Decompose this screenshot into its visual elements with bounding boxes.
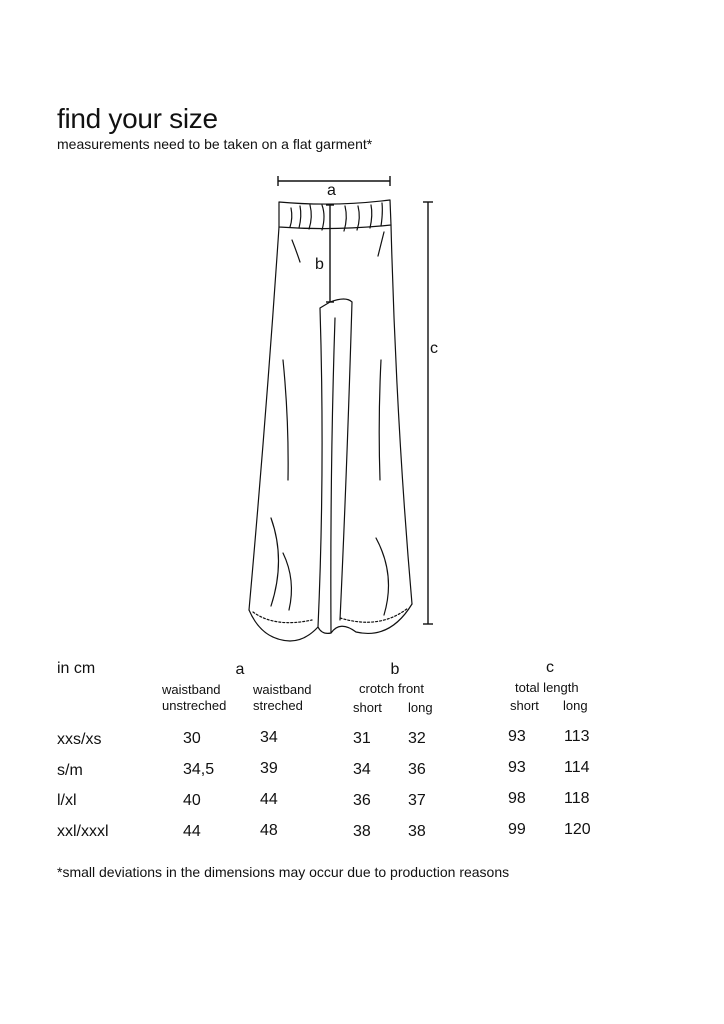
group-letter-c: c	[546, 659, 554, 676]
table-cell: 31	[353, 730, 371, 747]
page-subtitle: measurements need to be taken on a flat garment*	[57, 136, 373, 152]
diagram-label-c: c	[430, 340, 438, 357]
measure-line-c	[423, 202, 433, 624]
table-cell: 99	[508, 821, 526, 838]
group-title-c: total length	[515, 680, 579, 695]
table-cell: 30	[183, 730, 201, 747]
col-header-waist-unstretched-line1: waistband	[162, 682, 221, 697]
table-cell: 93	[508, 728, 526, 745]
size-label: s/m	[57, 762, 83, 779]
footnote: *small deviations in the dimensions may occur due to production reasons	[57, 864, 510, 880]
table-cell: 34	[260, 729, 278, 746]
table-cell: 113	[564, 728, 590, 745]
table-cell: 36	[408, 761, 426, 778]
table-cell: 93	[508, 759, 526, 776]
size-label: xxl/xxxl	[57, 823, 109, 840]
table-cell: 98	[508, 790, 526, 807]
table-cell: 118	[564, 790, 590, 807]
size-label: l/xl	[57, 792, 77, 809]
col-header-waist-stretched-line2: streched	[253, 698, 303, 713]
table-cell: 38	[353, 823, 371, 840]
table-cell: 39	[260, 760, 278, 777]
table-cell: 38	[408, 823, 426, 840]
table-cell: 120	[564, 821, 591, 838]
col-header-length-long: long	[563, 698, 588, 713]
table-cell: 114	[564, 759, 590, 776]
table-cell: 40	[183, 792, 201, 809]
size-label: xxs/xs	[57, 731, 102, 748]
col-header-length-short: short	[510, 698, 539, 713]
table-cell: 36	[353, 792, 371, 809]
measure-line-b	[326, 205, 334, 302]
col-header-waist-stretched-line1: waistband	[253, 682, 312, 697]
table-cell: 44	[260, 791, 278, 808]
table-cell: 34	[353, 761, 371, 778]
group-letter-a: a	[235, 661, 245, 678]
col-header-crotch-short: short	[353, 700, 382, 715]
page-title: find your size	[57, 103, 218, 134]
table-cell: 34,5	[183, 761, 215, 778]
table-cell: 44	[183, 823, 201, 840]
table-cell: 32	[408, 730, 426, 747]
col-header-waist-unstretched-line2: unstreched	[162, 698, 227, 713]
diagram-label-a: a	[327, 182, 336, 199]
unit-label: in cm	[57, 660, 96, 677]
group-title-b: crotch front	[359, 681, 425, 696]
table-cell: 48	[260, 822, 278, 839]
col-header-crotch-long: long	[408, 700, 433, 715]
group-letter-b: b	[390, 661, 400, 678]
diagram-label-b: b	[315, 256, 324, 273]
table-cell: 37	[408, 792, 426, 809]
